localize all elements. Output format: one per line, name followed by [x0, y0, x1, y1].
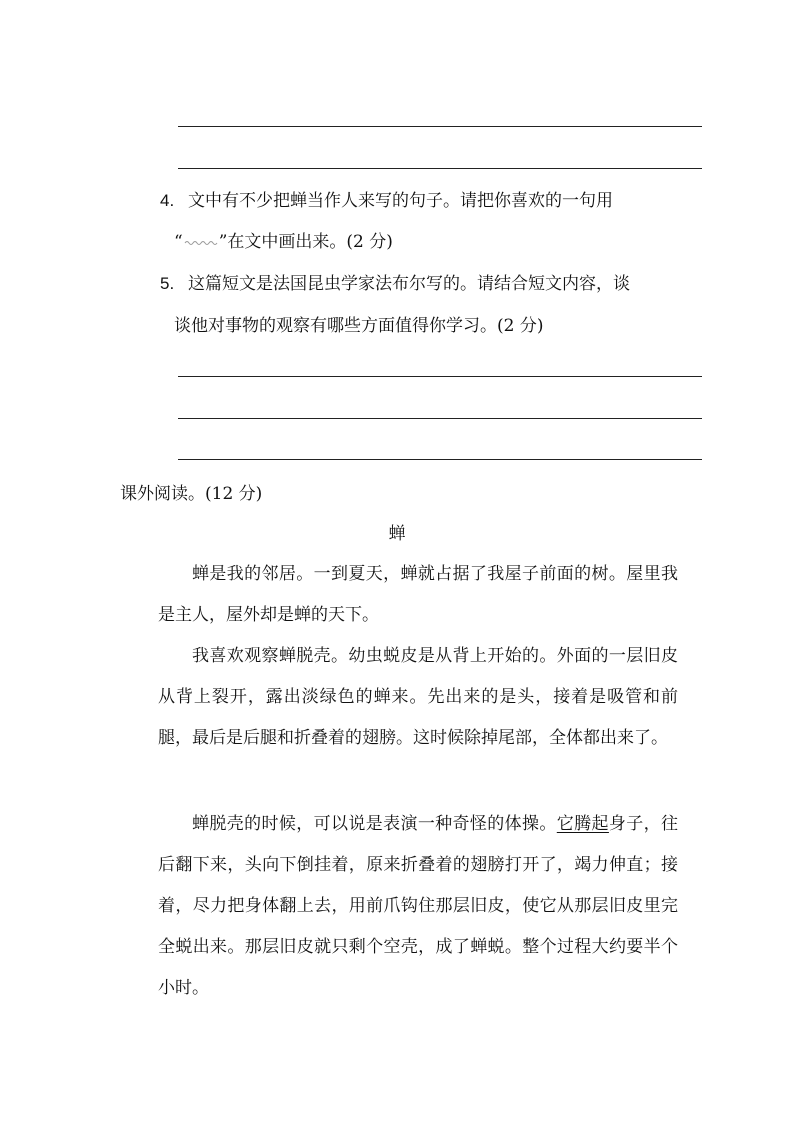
question-5-line-1 — [160, 270, 630, 298]
question-5-text: 这篇短文是法国昆虫学家法布尔写的。请结合短文内容，谈 — [188, 274, 630, 294]
paragraph-3-part-2: 身子，往后翻下来，头向下倒挂着，原来折叠着的翅膀打开了，竭力伸直；接着，尽力把身体翻上去，用前爪钩住那层旧皮，使它从那层旧皮里完全蜕出来。那层旧皮就只剩个空壳，成了蝉蜕。整个过程大约要半个小时。 — [158, 814, 679, 998]
question-4-line-2 — [174, 228, 393, 256]
answer-line — [178, 126, 702, 127]
article-paragraph-1: 蝉是我的邻居。一到夏天，蝉就占据了我屋子前面的树。屋里我是主人，屋外却是蝉的天下。 — [158, 564, 678, 625]
question-4-text: 文中有不少把蝉当作人来写的句子。请把你喜欢的一句用 — [188, 191, 613, 211]
answer-line — [178, 459, 702, 460]
paragraph-3-part-1: 蝉脱壳的时候，可以说是表演一种奇怪的体操。 — [192, 814, 557, 834]
article-paragraph-3 — [158, 804, 678, 1009]
question-5-line-2 — [174, 312, 543, 340]
answer-line — [178, 168, 702, 169]
underlined-phrase: 它腾起 — [556, 814, 609, 834]
question-5-text-2: 谈他对事物的观察有哪些方面值得你学习。(2 分) — [174, 316, 544, 336]
question-4-line-1 — [160, 187, 613, 215]
answer-line — [178, 418, 702, 419]
open-quote: “ — [174, 232, 183, 252]
article-paragraph-2: 我喜欢观察蝉脱壳。幼虫蜕皮是从背上开始的。外面的一层旧皮从背上裂开，露出淡绿色的蝉来。先出来的是头，接着是吸管和前腿，最后是后腿和折叠着的翅膀。这时候除掉尾部，全体都出来了。 — [158, 646, 678, 748]
section-heading: 课外阅读。(12 分) — [120, 484, 263, 504]
question-4-text-2: ”在文中画出来。(2 分) — [218, 232, 393, 252]
wavy-line-mark — [183, 239, 219, 247]
question-5-number: 5. — [160, 274, 175, 293]
article-title: 蝉 — [388, 524, 406, 544]
answer-line — [178, 376, 702, 377]
question-4-number: 4. — [160, 191, 175, 210]
